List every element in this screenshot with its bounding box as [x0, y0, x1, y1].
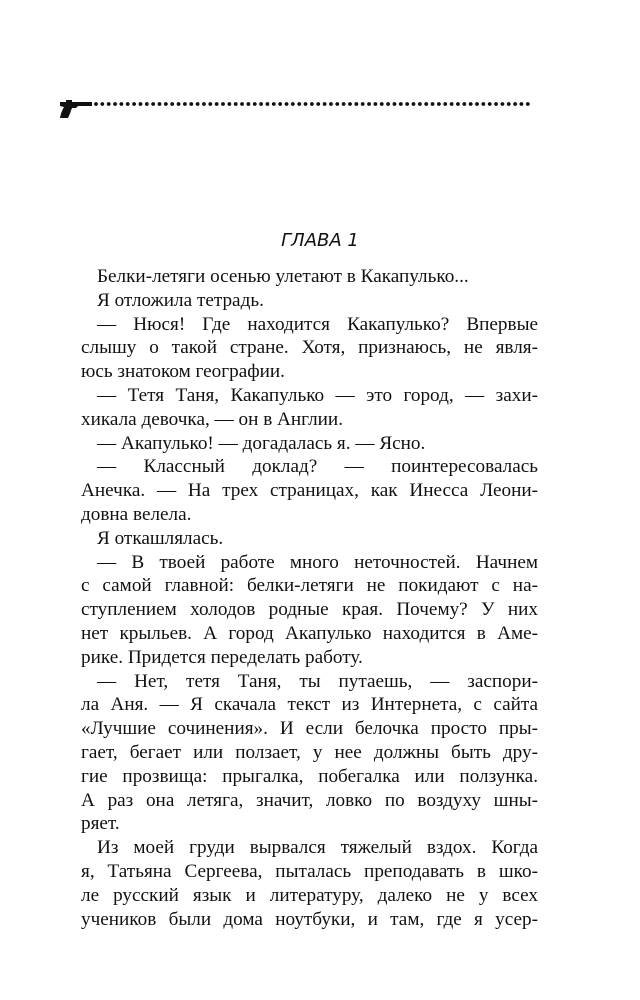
- text-line: я, Татьяна Сергеева, пыталась преподавать в шко-: [81, 860, 538, 882]
- text-line: хикала девочка, — он в Англии.: [81, 408, 343, 430]
- revolver-icon: [60, 100, 92, 118]
- text-line: юсь знатоком географии.: [81, 361, 285, 383]
- body-text: [81, 265, 538, 931]
- text-line: «Лучшие сочинения». И если белочка просто пры-: [81, 718, 538, 740]
- text-line: гие прозвища: прыгалка, побегалка или ползунка.: [81, 765, 538, 787]
- text-line: — Тетя Таня, Какапулько — это город, — захи-: [97, 384, 538, 406]
- text-line: Белки-летяги осенью улетают в Какапулько...: [97, 266, 469, 287]
- text-line: Я откашлялась.: [97, 527, 224, 549]
- text-line: довна велела.: [81, 503, 192, 525]
- text-line: Анечка. — На трех страницах, как Инесса Леони-: [81, 480, 538, 502]
- text-line: — В твоей работе много неточностей. Начнем: [97, 551, 538, 573]
- text-line: учеников были дома ноутбуки, и там, где я усер-: [81, 908, 538, 930]
- text-line: — Нюся! Где находится Какапулько? Впервые: [97, 313, 538, 335]
- text-line: слышу о такой стране. Хотя, признаюсь, не явля-: [81, 337, 538, 359]
- chapter-title: ГЛАВА 1: [281, 230, 359, 251]
- text-line: ряет.: [81, 813, 120, 835]
- dotted-leader: [94, 102, 530, 106]
- text-line: — Нет, тетя Таня, ты путаешь, — заспори-: [97, 670, 538, 692]
- text-line: Я отложила тетрадь.: [97, 289, 264, 311]
- text-line: ле русский язык и литературу, далеко не у всех: [81, 884, 538, 906]
- text-line: Из моей груди вырвался тяжелый вздох. Когда: [97, 837, 538, 859]
- text-line: ступлением холодов родные края. Почему? У них: [81, 599, 538, 621]
- text-line: гает, бегает или ползает, у нее должны быть дру-: [81, 741, 538, 763]
- text-line: нет крыльев. А город Акапулько находится в Аме-: [81, 622, 538, 644]
- text-line: с самой главной: белки-летяги не покидают с на-: [81, 575, 538, 597]
- text-line: А раз она летяга, значит, ловко по воздуху шны-: [81, 789, 538, 811]
- text-line: рике. Придется переделать работу.: [81, 646, 363, 668]
- text-line: ла Аня. — Я скачала текст из Интернета, с сайта: [81, 694, 538, 716]
- header-rule: [58, 92, 538, 120]
- text-line: — Акапулько! — догадалась я. — Ясно.: [97, 432, 426, 454]
- text-line: — Классный доклад? — поинтересовалась: [97, 456, 538, 478]
